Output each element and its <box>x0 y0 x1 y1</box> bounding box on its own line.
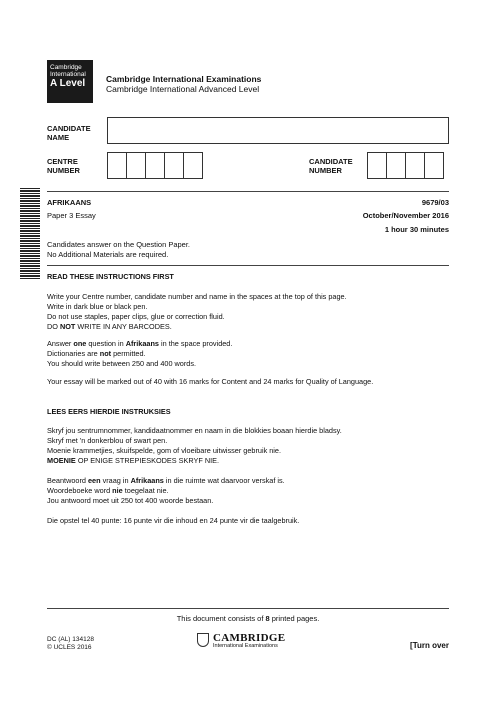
instruction-line: Beantwoord een vraag in Afrikaans in die ruimte wat daarvoor verskaf is. <box>47 476 285 485</box>
logo-line-3: A Level <box>50 78 86 89</box>
instruction-line: DO NOT WRITE IN ANY BARCODES. <box>47 322 172 331</box>
candidate-name-label: CANDIDATE NAME <box>47 124 91 142</box>
instruction-line: Your essay will be marked out of 40 with 16 marks for Content and 24 marks for Quality of Language. <box>47 377 374 386</box>
divider-bottom <box>47 608 449 609</box>
cambridge-brand-sub: International Examinations <box>213 643 278 649</box>
page-count: This document consists of 8 printed pages. <box>176 614 320 623</box>
centre-number-field[interactable] <box>108 152 203 179</box>
cambridge-crest-icon <box>197 633 209 647</box>
divider-middle <box>47 265 449 266</box>
instruction-line: MOENIE OP ENIGE STREPIESKODES SKRYF NIE. <box>47 456 220 465</box>
instruction-line: Moenie krammetjies, skuifspelde, gom of vloeibare uitwisser gebruik nie. <box>47 446 282 455</box>
candidate-number-field[interactable] <box>368 152 444 179</box>
instruction-line: Write in dark blue or black pen. <box>47 302 148 311</box>
logo-line-2: International <box>50 71 86 78</box>
instruction-line: Skryf jou sentrumnommer, kandidaatnommer en naam in die blokkies boaan hierdie bladsy. <box>47 426 342 435</box>
materials-line-2: No Additional Materials are required. <box>47 250 169 259</box>
paper-title: Paper 3 Essay <box>47 211 96 220</box>
qualification: Cambridge International Advanced Level <box>106 84 260 94</box>
candidate-number-label: CANDIDATE NUMBER <box>309 157 353 175</box>
centre-number-label: CENTRE NUMBER <box>47 157 80 175</box>
instruction-line: Write your Centre number, candidate number and name in the spaces at the top of this page. <box>47 292 347 301</box>
logo-line-1: Cambridge <box>50 64 82 71</box>
materials-line-1: Candidates answer on the Question Paper. <box>47 240 191 249</box>
instruction-line: Jou antwoord moet uit 250 tot 400 woorde bestaan. <box>47 496 214 505</box>
exam-board: Cambridge International Examinations <box>106 74 262 84</box>
turn-over: [Turn over <box>410 641 449 650</box>
instructions-heading: READ THESE INSTRUCTIONS FIRST <box>47 272 174 281</box>
instructions-heading-afrikaans: LEES EERS HIERDIE INSTRUKSIES <box>47 407 171 416</box>
document-reference: DC (AL) 134128 © UCLES 2016 <box>47 636 94 651</box>
session: October/November 2016 <box>362 211 449 220</box>
instruction-line: Answer one question in Afrikaans in the space provided. <box>47 339 233 348</box>
cambridge-logo <box>47 60 93 103</box>
cambridge-brand: CAMBRIDGE <box>213 632 286 644</box>
subject: AFRIKAANS <box>47 198 92 207</box>
candidate-name-field[interactable] <box>107 117 449 144</box>
instruction-line: Woordeboeke word nie toegelaat nie. <box>47 486 169 495</box>
instruction-line: Dictionaries are not permitted. <box>47 349 146 358</box>
divider-top <box>47 191 449 192</box>
barcode <box>20 188 40 280</box>
instruction-line: Do not use staples, paper clips, glue or correction fluid. <box>47 312 225 321</box>
instruction-line: Die opstel tel 40 punte: 16 punte vir die inhoud en 24 punte vir die taalgebruik. <box>47 516 300 525</box>
paper-code: 9679/03 <box>421 198 449 207</box>
instruction-line: Skryf met 'n donkerblou of swart pen. <box>47 436 168 445</box>
instruction-line: You should write between 250 and 400 words. <box>47 359 197 368</box>
duration: 1 hour 30 minutes <box>384 225 449 234</box>
